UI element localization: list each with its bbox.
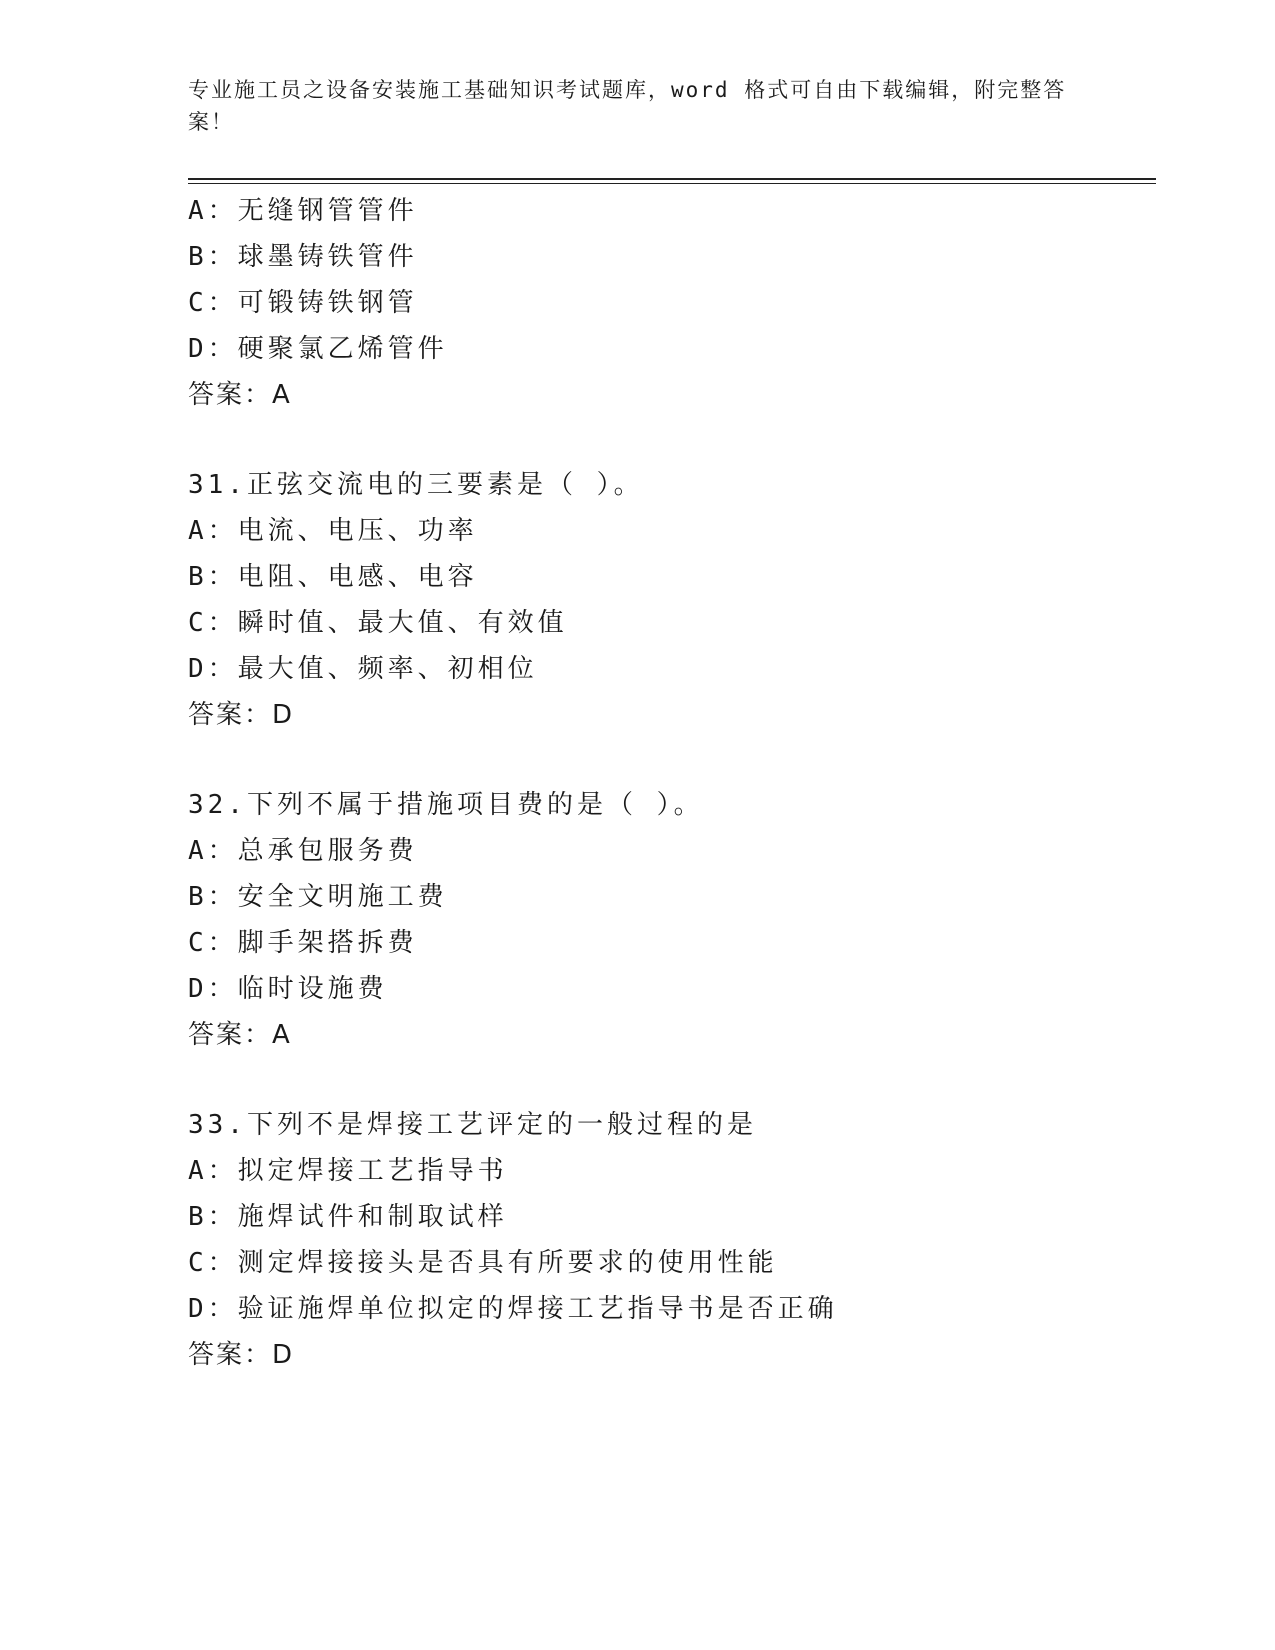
option-b: B：电阻、电感、电容: [188, 562, 478, 592]
option-d: D：临时设施费: [188, 974, 388, 1004]
option-a: A：总承包服务费: [188, 836, 418, 866]
option-d: D：验证施焊单位拟定的焊接工艺指导书是否正确: [188, 1294, 838, 1324]
answer-line: 答案：D: [188, 700, 295, 730]
question-31: [188, 462, 1148, 738]
option-c: C：可锻铸铁钢管: [188, 288, 418, 318]
option-b: B：球墨铸铁管件: [188, 242, 418, 272]
option-c: C：测定焊接接头是否具有所要求的使用性能: [188, 1248, 778, 1278]
header-divider-thin: [188, 183, 1156, 184]
option-a: A：电流、电压、功率: [188, 516, 478, 546]
option-c: C：瞬时值、最大值、有效值: [188, 608, 568, 638]
option-c: C：脚手架搭拆费: [188, 928, 418, 958]
option-a: A：拟定焊接工艺指导书: [188, 1156, 508, 1186]
answer-line: 答案：A: [188, 1020, 292, 1050]
page-header: 专业施工员之设备安装施工基础知识考试题库，word 格式可自由下载编辑，附完整答案！: [188, 78, 1067, 134]
header-divider-thick: [188, 178, 1156, 180]
question-title: 32.下列不属于措施项目费的是（ ）。: [188, 790, 704, 820]
answer-line: 答案：D: [188, 1340, 295, 1370]
option-d: D：最大值、频率、初相位: [188, 654, 538, 684]
question-list: [188, 188, 1148, 1378]
option-b: B：安全文明施工费: [188, 882, 448, 912]
question-title: 33.下列不是焊接工艺评定的一般过程的是: [188, 1110, 757, 1140]
question-32: [188, 782, 1148, 1058]
option-a: A：无缝钢管管件: [188, 196, 418, 226]
prev-question-block: [188, 188, 1148, 418]
answer-line: 答案：A: [188, 380, 292, 410]
question-title: 31.正弦交流电的三要素是（ ）。: [188, 470, 644, 500]
option-b: B：施焊试件和制取试样: [188, 1202, 508, 1232]
question-33: [188, 1102, 1148, 1378]
option-d: D：硬聚氯乙烯管件: [188, 334, 448, 364]
